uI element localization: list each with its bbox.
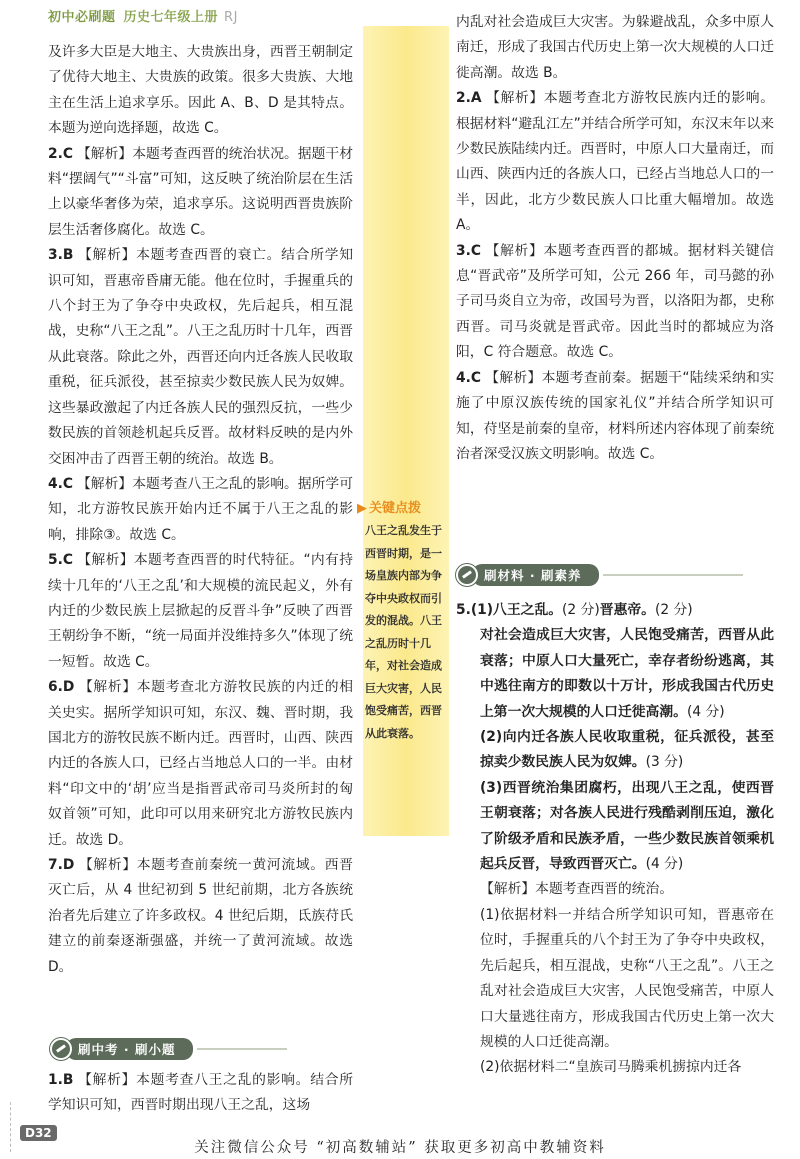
key-point-note <box>357 497 449 745</box>
q5-part1: 5.(1)八王之乱。(2 分)晋惠帝。(2 分) <box>456 602 693 618</box>
q5-analysis-title: 【解析】本题考查西晋的统治。 <box>480 881 674 898</box>
section-header-left: 刷中考 · 刷小题 <box>50 1038 287 1060</box>
answer-item: 4.C 【解析】本题考查前秦。据题干“陆续采纳和实施了中原汉族传统的国家礼仪”并结合所学知识可知，苻坚是前秦的皇帝，材料所述内容体现了前秦统治者深受汉族文明影响。故选 C。 <box>456 369 774 462</box>
book-title: 初中必刷题 <box>48 10 116 25</box>
answer-item: 3.B 【解析】本题考查西晋的衰亡。结合所学知识可知，晋惠帝昏庸无能。他在位时，手握重兵的八个封王为了争夺中央政权，先后起兵，相互混战，史称“八王之乱”。八王之乱历时十几年，西晋从此衰落。除此之外，西晋还向内迁各族人民收取重税，征兵派役，甚至掠卖少数民族人民为奴婢。这些暴政激起了内迁各族人民的强烈反抗，一些少数民族的首领趁机起兵反晋。故材料反映的是内外交困冲击了西晋王朝的统治。故选 B。 <box>48 247 353 467</box>
answer-item: 5.C 【解析】本题考查西晋的时代特征。“内有持续十几年的‘八王之乱’和大规模的流民起义，外有内迁的少数民族上层掀起的反晋斗争”反映了西晋王朝纷争不断，“统一局面并没维持多久”体现了统一短暂。故选 C。 <box>48 552 353 670</box>
question-5-answer <box>456 598 774 1081</box>
answer-item: 2.C 【解析】本题考查西晋的统治状况。据题干材料“摆阔气”“斗富”可知，这反映了统治阶层在生活上以豪华奢侈为荣，追求享乐。这说明西晋贵族阶层生活奢侈腐化。故选 C。 <box>48 145 353 238</box>
left-column <box>48 40 353 980</box>
answer-item: 7.D 【解析】本题考查前秦统一黄河流域。西晋灭亡后，从 4 世纪初到 5 世纪前期，北方各族统治者先后建立了许多政权。4 世纪后期，氐族苻氏建立的前秦逐渐强盛，并统一了黄河流域。故选 D。 <box>48 857 353 975</box>
book-subject: 历史七年级上册 <box>123 10 219 25</box>
edition-tag: RJ <box>224 10 238 25</box>
right-continuation: 内乱对社会造成巨大灾害。为躲避战乱，众多中原人南迁，形成了我国古代历史上第一次大规模的人口迁徙高潮。故选 B。 <box>456 14 774 81</box>
answer-item: 4.C 【解析】本题考查八王之乱的影响。据所学可知，北方游牧民族开始内迁不属于八王之乱的影响，排除③。故选 C。 <box>48 475 353 543</box>
brush-icon <box>456 564 478 586</box>
key-point-title: ▶ 关键点拨 <box>357 501 422 516</box>
section-header-right: 刷材料 · 刷素养 <box>456 564 743 586</box>
q5-analysis-2: (2)依据材料二“皇族司马腾乘机掳掠内迁各 <box>480 1059 742 1076</box>
brush-icon <box>50 1038 72 1060</box>
triangle-arrow-icon: ▶ <box>357 501 367 516</box>
q5-part2: (2)向内迁各族人民收取重税，征兵派役，甚至掠卖少数民族人民为奴婢。(3 分) <box>480 729 774 771</box>
answer-item: 2.A 【解析】本题考查北方游牧民族内迁的影响。根据材料“避乱江左”并结合所学可知，东汉末年以来少数民族陆续内迁。西晋时，中原人口大量南迁，而山西、陕西内迁的各族人口，已经占当地总人口的一半，因此，北方少数民族人口比重大幅增加。故选 A。 <box>456 90 774 234</box>
key-point-text: 八王之乱发生于西晋时期，是一场皇族内部为争夺中央政权而引发的混战。八王之乱历时十几年，对社会造成巨大灾害，人民饱受痛苦，西晋从此衰落。 <box>365 524 442 740</box>
q5-part1-detail: 对社会造成巨大灾害，人民饱受痛苦，西晋从此衰落；中原人口大量死亡，幸存者纷纷逃离，其中逃往南方的即数以十万计，形成我国古代历史上第一次大规模的人口迁徙高潮。(4 分) <box>480 627 774 720</box>
answer-item: 1.B 【解析】本题考查八王之乱的影响。结合所学知识可知，西晋时期出现八王之乱，这场 <box>48 1072 353 1114</box>
page-number: D32 <box>20 1125 57 1141</box>
running-header <box>48 6 238 25</box>
answer-item: 6.D 【解析】本题考查北方游牧民族的内迁的相关史实。据所学知识可知，东汉、魏、晋时期，我国北方的游牧民族不断内迁。西晋时，山西、陕西内迁的各族人口，已经占当地总人口的一半。由材料“印文中的‘胡’应当是指晋武帝司马炎所封的匈奴首领”可知，此印可以用来研究北方游牧民族内迁。故选 D。 <box>48 679 353 848</box>
left-bottom-item <box>48 1068 353 1119</box>
q5-analysis-1: (1)依据材料一并结合所学知识可知，晋惠帝在位时，手握重兵的八个封王为了争夺中央政权，先后起兵，相互混战，史称“八王之乱”。八王之乱对社会造成巨大灾害，人民饱受痛苦，中原人口大量逃往南方，形成我国古代历史上第一次大规模的人口迁徙高潮。 <box>480 906 774 1050</box>
q5-part3: (3)西晋统治集团腐朽，出现八王之乱，使西晋王朝衰落；对各族人民进行残酷剥削压迫，激化了阶级矛盾和民族矛盾，一些少数民族首领乘机起兵反晋，导致西晋灭亡。(4 分) <box>480 779 774 873</box>
answer-item: 3.C 【解析】本题考查西晋的都城。据材料关键信息“晋武帝”及所学可知，公元 266 年，司马懿的孙子司马炎自立为帝，改国号为晋，以洛阳为都，史称西晋。司马炎就是晋武帝。因此当时的都城应为洛阳，C 符合题意。故选 C。 <box>456 242 774 361</box>
right-column-top <box>456 10 774 467</box>
left-continuation: 及许多大臣是大地主、大贵族出身，西晋王朝制定了优待大地主、大贵族的政策。很多大贵族、大地主在生活上追求享乐。因此 A、B、D 是其特点。本题为逆向选择题，故选 C。 <box>48 44 353 137</box>
footer-note: 关注微信公众号 “初高数辅站” 获取更多初高中教辅资料 <box>194 1140 606 1156</box>
